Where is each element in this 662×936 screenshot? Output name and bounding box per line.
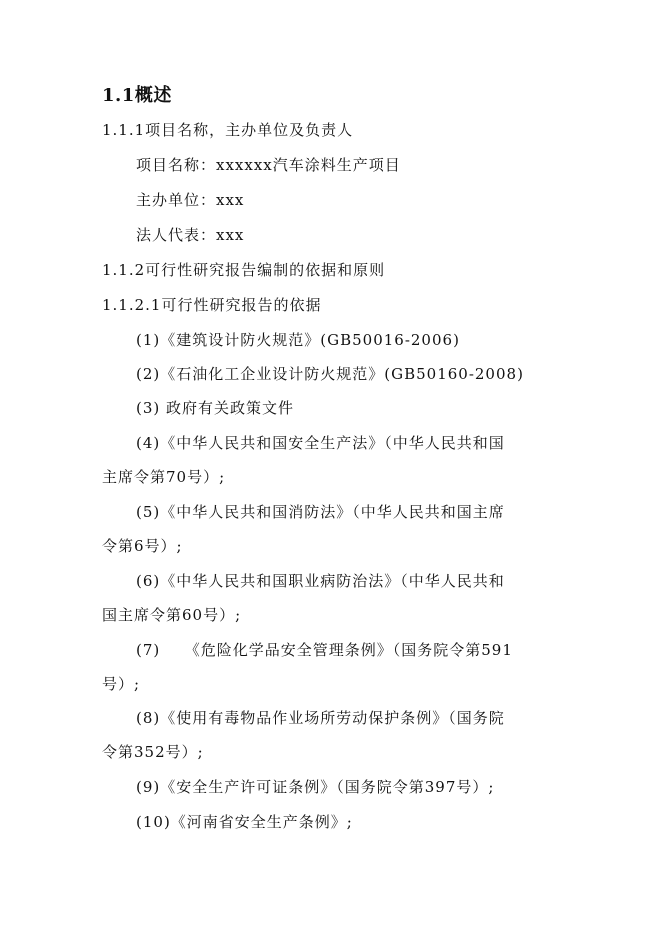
subsection-title: 1.1.2可行性研究报告编制的依据和原则 bbox=[102, 261, 386, 279]
section-heading: 1.1概述 bbox=[102, 85, 172, 106]
host-unit-line: 主办单位：xxx bbox=[136, 191, 245, 209]
reference-item: (2)《石油化工企业设计防火规范》(GB50160-2008) bbox=[136, 365, 524, 383]
subsection-title: 1.1.1项目名称，主办单位及负责人 bbox=[102, 121, 354, 139]
reference-item-continuation: 号）; bbox=[102, 675, 141, 693]
reference-item: (5)《中华人民共和国消防法》（中华人民共和国主席 bbox=[136, 503, 505, 521]
reference-item: (4)《中华人民共和国安全生产法》（中华人民共和国 bbox=[136, 434, 505, 452]
reference-item: (6)《中华人民共和国职业病防治法》（中华人民共和 bbox=[136, 572, 505, 590]
reference-item: (9)《安全生产许可证条例》（国务院令第397号）; bbox=[136, 778, 495, 796]
reference-item-continuation: 令第6号）; bbox=[102, 537, 183, 555]
reference-item-continuation: 令第352号）; bbox=[102, 743, 204, 761]
project-name-line: 项目名称：xxxxxx汽车涂料生产项目 bbox=[136, 156, 401, 174]
reference-item: (1)《建筑设计防火规范》(GB50016-2006) bbox=[136, 331, 460, 349]
reference-item: (3) 政府有关政策文件 bbox=[136, 399, 295, 417]
legal-rep-line: 法人代表：xxx bbox=[136, 226, 245, 244]
subsection-title: 1.1.2.1可行性研究报告的依据 bbox=[102, 296, 322, 314]
reference-item: (8)《使用有毒物品作业场所劳动保护条例》（国务院 bbox=[136, 709, 505, 727]
reference-item-continuation: 主席令第70号）; bbox=[102, 468, 226, 486]
reference-item: (7) 《危险化学品安全管理条例》（国务院令第591 bbox=[136, 641, 513, 659]
reference-item-continuation: 国主席令第60号）; bbox=[102, 606, 242, 624]
reference-item: (10)《河南省安全生产条例》; bbox=[136, 813, 353, 831]
